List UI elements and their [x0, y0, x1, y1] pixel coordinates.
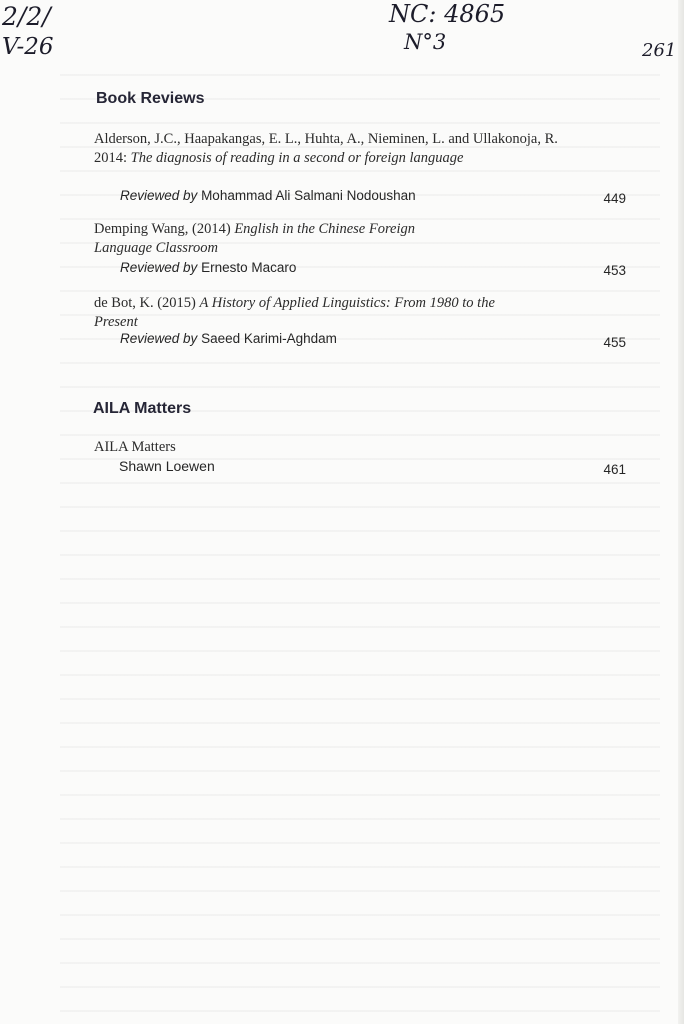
- reviewer-name: Saeed Karimi-Aghdam: [201, 331, 337, 346]
- reviewed-by-label: Reviewed by: [120, 260, 198, 275]
- bleed-through-texture: [60, 60, 660, 1020]
- entry-citation: Demping Wang, (2014): [94, 221, 235, 237]
- page-number-2: 453: [603, 263, 626, 278]
- page-edge: [678, 0, 684, 1024]
- handwritten-note-call-number: NC: 4865: [389, 0, 506, 28]
- handwritten-note-volume: V-26: [2, 34, 54, 60]
- book-review-entry-3: [94, 294, 534, 332]
- handwritten-note-issue: N°3: [404, 30, 447, 54]
- reviewer-line-3: [120, 331, 337, 346]
- book-review-entry-1: [94, 130, 594, 168]
- handwritten-note-page: 261: [642, 40, 677, 61]
- reviewer-name: Mohammad Ali Salmani Nodoushan: [201, 188, 416, 203]
- entry-citation: Alderson, J.C., Haapakangas, E. L., Huhta, A., Nieminen, L. and Ullakonoja, R. 2014:: [94, 131, 558, 166]
- reviewer-line-1: [120, 188, 416, 203]
- book-review-entry-2: [94, 220, 474, 258]
- entry-title: The diagnosis of reading in a second or foreign language: [130, 150, 464, 166]
- entry-title: English in the Chinese Foreign Language Classroom: [94, 221, 416, 256]
- reviewer-name: Ernesto Macaro: [201, 260, 297, 275]
- entry-title: A History of Applied Linguistics: From 1980 to the Present: [94, 295, 495, 330]
- handwritten-note-date: 2/2/: [2, 2, 51, 31]
- page-number-aila: 461: [603, 462, 626, 477]
- page-number-1: 449: [603, 191, 626, 206]
- section-heading-aila-matters: AILA Matters: [93, 400, 192, 417]
- section-heading-book-reviews: Book Reviews: [96, 90, 205, 107]
- entry-citation: de Bot, K. (2015): [94, 295, 200, 311]
- aila-matters-author: Shawn Loewen: [119, 458, 215, 474]
- reviewed-by-label: Reviewed by: [120, 188, 198, 203]
- aila-matters-entry: AILA Matters: [94, 439, 176, 455]
- reviewed-by-label: Reviewed by: [120, 331, 198, 346]
- reviewer-line-2: [120, 260, 296, 275]
- page-number-3: 455: [603, 335, 626, 350]
